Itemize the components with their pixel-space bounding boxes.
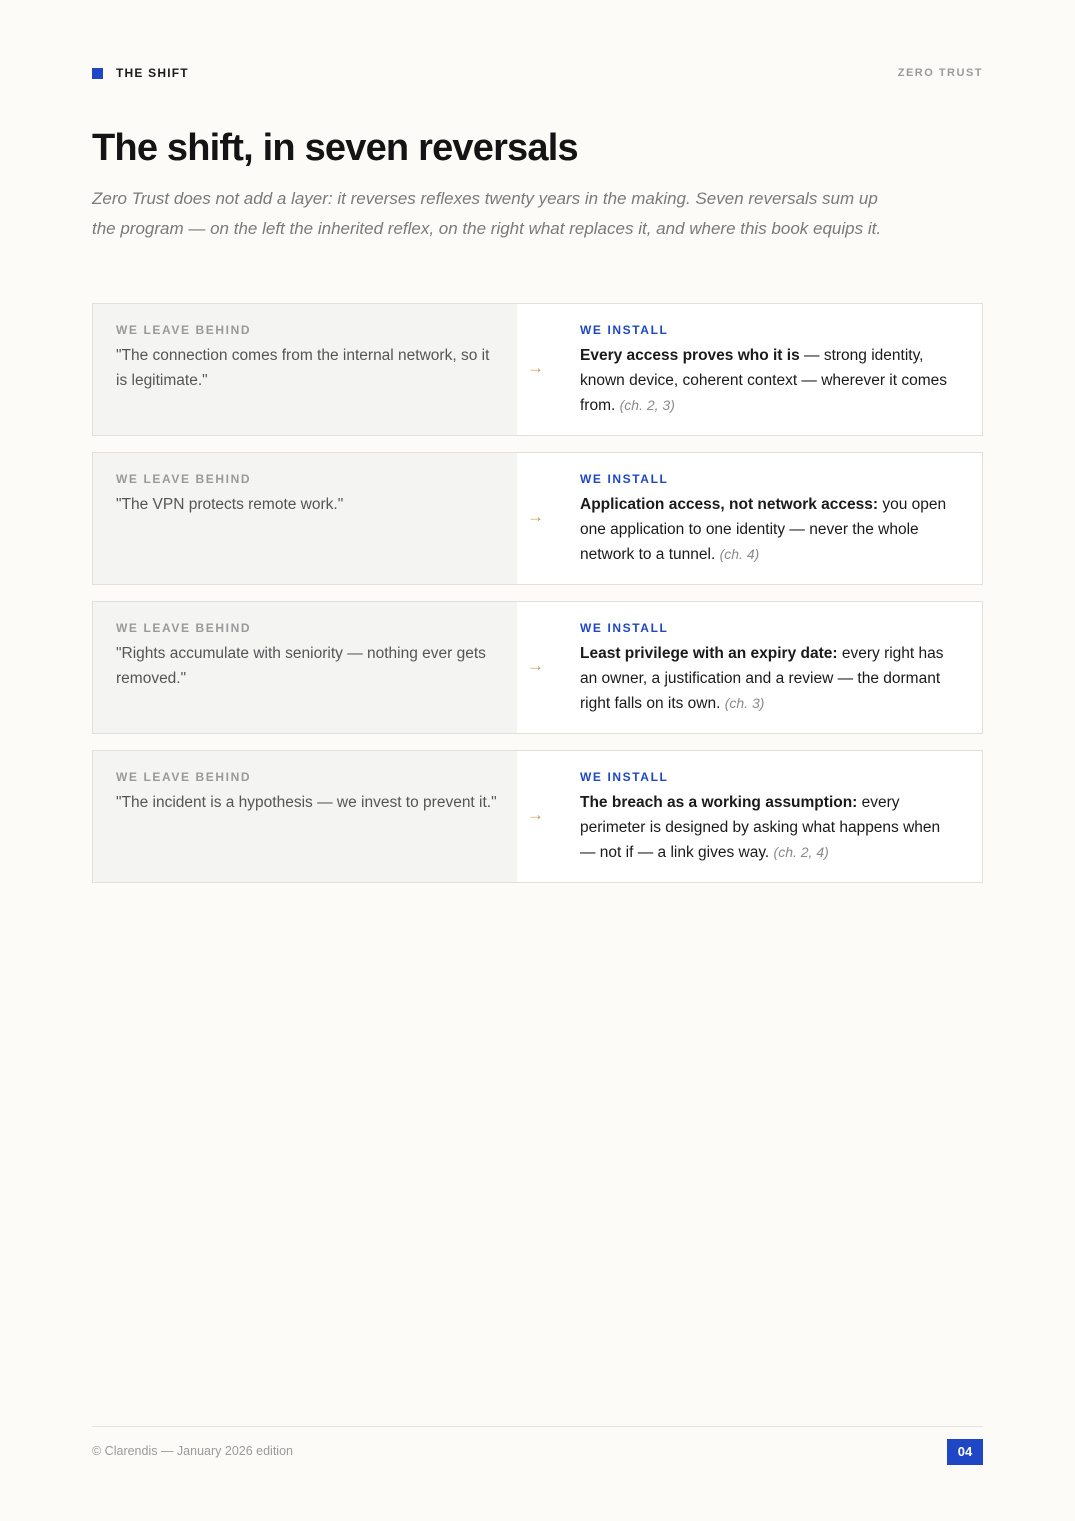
install-label: WE INSTALL: [580, 621, 669, 635]
page-title: The shift, in seven reversals: [92, 127, 578, 169]
copyright-text: © Clarendis — January 2026 edition: [92, 1444, 293, 1458]
chapter-reference: (ch. 4): [719, 546, 760, 562]
reversal-card: [92, 303, 983, 436]
leave-behind-text: "The VPN protects remote work.": [116, 496, 344, 513]
arrow-right-icon: →: [527, 805, 544, 824]
chapter-reference: (ch. 3): [724, 695, 765, 711]
page: [92, 0, 983, 1521]
leave-behind-label: WE LEAVE BEHIND: [116, 770, 252, 784]
leave-behind-label: WE LEAVE BEHIND: [116, 621, 252, 635]
install-description: — strong identity, known device, coherent context — wherever it comes from.: [580, 347, 948, 414]
page-number-badge: 04: [947, 1439, 983, 1465]
leave-behind-text: "Rights accumulate with seniority — nothing ever gets removed.": [116, 645, 486, 687]
section-tag: [92, 66, 189, 80]
running-title: ZERO TRUST: [897, 67, 983, 79]
arrow-right-icon: →: [527, 656, 544, 675]
section-marker-square-icon: [92, 68, 103, 79]
reversal-card: [92, 601, 983, 734]
page-footer: [92, 1426, 983, 1459]
install-description: every perimeter is designed by asking what happens when — not if — a link gives way.: [580, 794, 941, 861]
leave-behind-text: "The incident is a hypothesis — we invest to prevent it.": [116, 794, 497, 811]
chapter-reference: (ch. 2, 3): [619, 397, 675, 413]
chapter-reference: (ch. 2, 4): [773, 844, 829, 860]
section-label: THE SHIFT: [116, 66, 189, 80]
install-text: [580, 642, 952, 717]
page-header: [92, 66, 983, 82]
install-headline: Least privilege with an expiry date:: [580, 645, 838, 662]
arrow-right-icon: →: [527, 358, 544, 377]
leave-behind-label: WE LEAVE BEHIND: [116, 472, 252, 486]
arrow-right-icon: →: [527, 507, 544, 526]
install-headline: Every access proves who it is: [580, 347, 800, 364]
install-headline: Application access, not network access:: [580, 496, 879, 513]
install-description: every right has an owner, a justification and a review — the dormant right falls on its own.: [580, 645, 944, 712]
install-text: [580, 344, 952, 419]
install-text: [580, 791, 952, 866]
install-headline: The breach as a working assumption:: [580, 794, 858, 811]
leave-behind-text: "The connection comes from the internal network, so it is legitimate.": [116, 347, 490, 389]
install-label: WE INSTALL: [580, 770, 669, 784]
install-text: [580, 493, 952, 568]
reversal-card: [92, 750, 983, 883]
leave-behind-label: WE LEAVE BEHIND: [116, 323, 252, 337]
reversal-card: [92, 452, 983, 585]
install-label: WE INSTALL: [580, 472, 669, 486]
install-label: WE INSTALL: [580, 323, 669, 337]
lede-paragraph: Zero Trust does not add a layer: it reverses reflexes twenty years in the making. Seven reversals sum up the program — on the left the inherited reflex, on the right what replaces it, and where this book equips it.: [92, 189, 882, 238]
install-description: you open one application to one identity — never the whole network to a tunnel.: [580, 496, 947, 563]
